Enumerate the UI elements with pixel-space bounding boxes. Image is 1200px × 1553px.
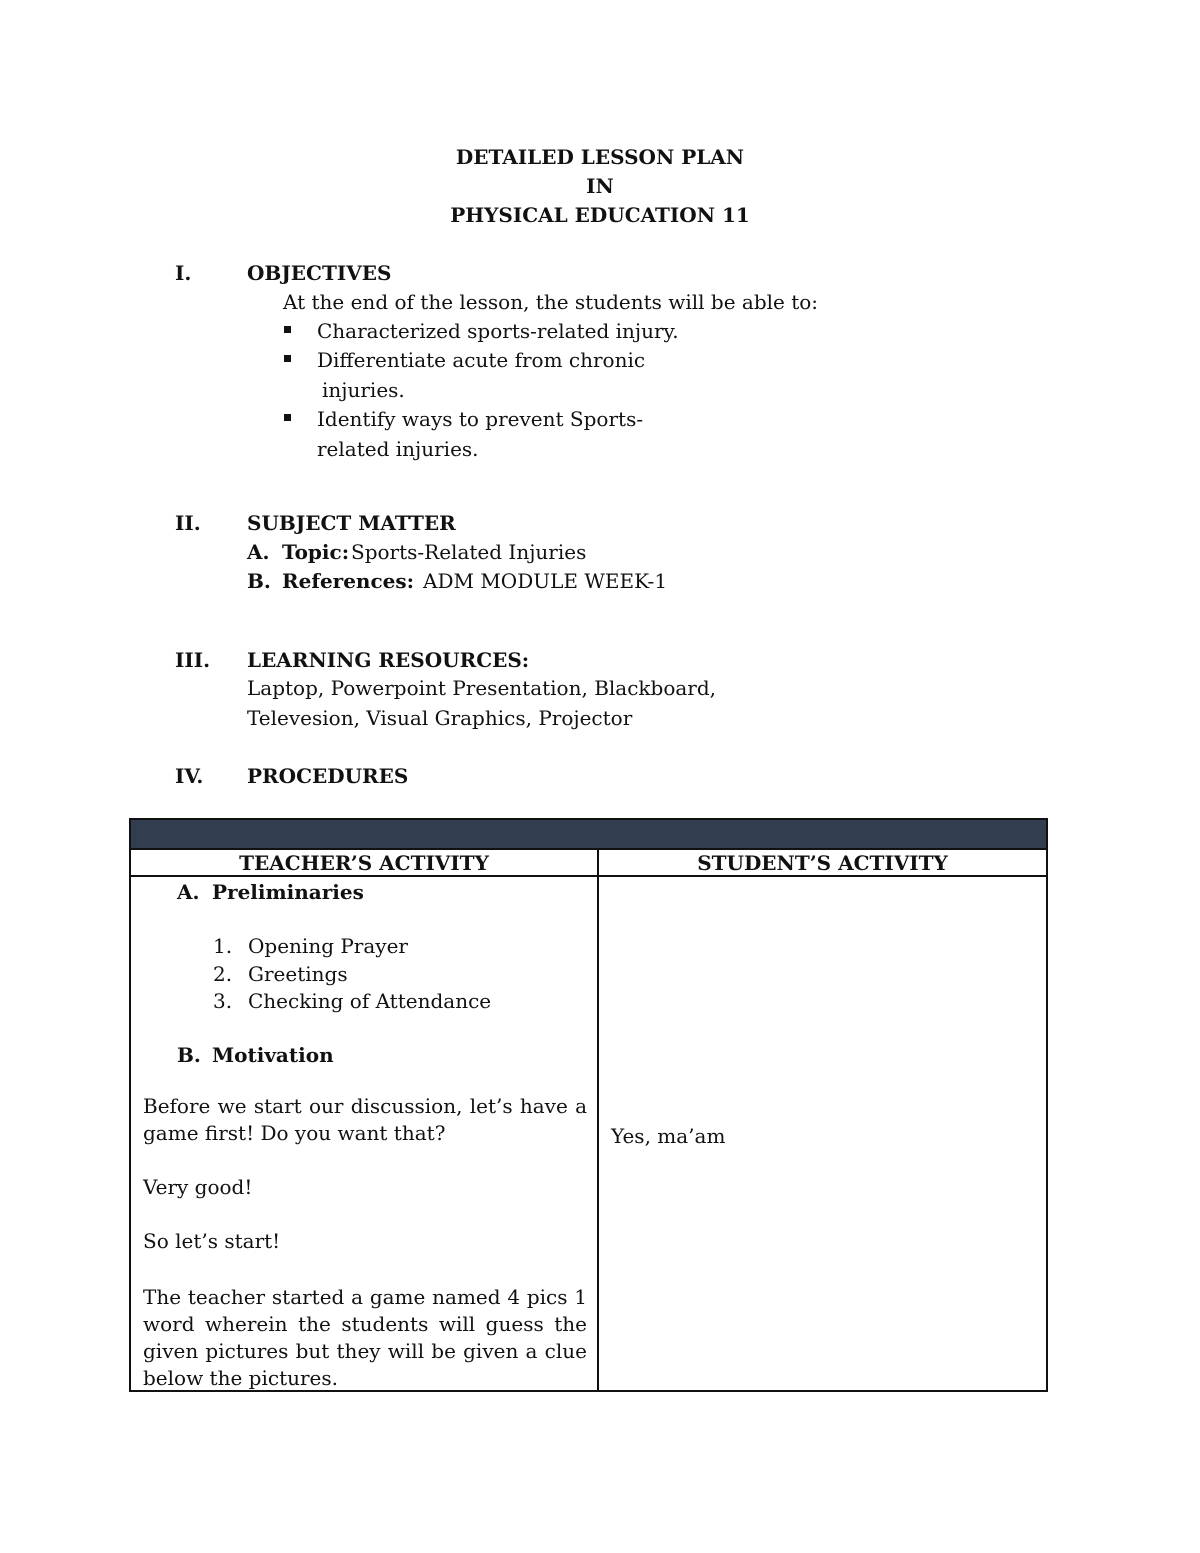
- bullet-icon: [284, 326, 291, 333]
- references-label: References:: [282, 569, 415, 593]
- subject-matter-heading: SUBJECT MATTER: [247, 511, 456, 535]
- objective-item-3-cont: related injuries.: [317, 437, 479, 461]
- objective-item-3: Identify ways to prevent Sports-: [317, 407, 644, 431]
- title-line-1: DETAILED LESSON PLAN: [455, 145, 745, 169]
- teacher-paragraph-4: The teacher started a game named 4 pics 1 word wherein the students will guess the given pictures but they will be given a clue below the pictures.: [143, 1285, 587, 1390]
- preliminaries-letter: A.: [177, 880, 200, 904]
- objectives-numeral: I.: [175, 261, 192, 285]
- resources-heading: LEARNING RESOURCES:: [247, 648, 530, 672]
- references-letter: B.: [247, 569, 271, 593]
- preliminaries-label: Preliminaries: [212, 880, 364, 904]
- table-header-divider: [131, 875, 1046, 877]
- resources-line-2: Televesion, Visual Graphics, Projector: [247, 706, 633, 730]
- objectives-intro: At the end of the lesson, the students will be able to:: [283, 290, 819, 314]
- objective-item-2: Differentiate acute from chronic: [317, 348, 646, 372]
- preliminary-num-3: 3.: [213, 989, 233, 1013]
- procedures-table: [129, 818, 1048, 1392]
- procedures-numeral: IV.: [175, 764, 204, 788]
- teacher-paragraph-2: Very good!: [143, 1175, 253, 1199]
- topic-value: Sports-Related Injuries: [351, 540, 587, 564]
- teacher-paragraph-1: Before we start our discussion, let’s have a game first! Do you want that?: [143, 1094, 587, 1145]
- resources-numeral: III.: [175, 648, 211, 672]
- objective-item-1: Characterized sports-related injury.: [317, 319, 679, 343]
- motivation-label: Motivation: [212, 1043, 334, 1067]
- teacher-paragraph-3: So let’s start!: [143, 1229, 281, 1253]
- preliminary-num-2: 2.: [213, 962, 233, 986]
- table-column-divider: [597, 848, 599, 1390]
- subject-matter-numeral: II.: [175, 511, 201, 535]
- title-line-3: PHYSICAL EDUCATION 11: [450, 203, 750, 227]
- resources-line-1: Laptop, Powerpoint Presentation, Blackboard,: [247, 676, 717, 700]
- preliminary-item-3: Checking of Attendance: [248, 989, 492, 1013]
- preliminary-item-1: Opening Prayer: [248, 934, 408, 958]
- student-reply-1: Yes, ma’am: [611, 1124, 726, 1148]
- topic-letter: A.: [247, 540, 270, 564]
- topic-label: Topic:: [282, 540, 350, 564]
- references-value: ADM MODULE WEEK-1: [423, 569, 668, 593]
- procedures-heading: PROCEDURES: [247, 764, 409, 788]
- student-activity-header: STUDENT’S ACTIVITY: [697, 851, 948, 875]
- objectives-heading: OBJECTIVES: [247, 261, 392, 285]
- bullet-icon: [284, 355, 291, 362]
- title-line-2: IN: [586, 174, 614, 198]
- teacher-activity-header: TEACHER’S ACTIVITY: [239, 851, 489, 875]
- table-header-band: [131, 820, 1046, 850]
- bullet-icon: [284, 414, 291, 421]
- motivation-letter: B.: [177, 1043, 201, 1067]
- preliminary-item-2: Greetings: [248, 962, 348, 986]
- objective-item-2-cont: injuries.: [322, 378, 405, 402]
- preliminary-num-1: 1.: [213, 934, 233, 958]
